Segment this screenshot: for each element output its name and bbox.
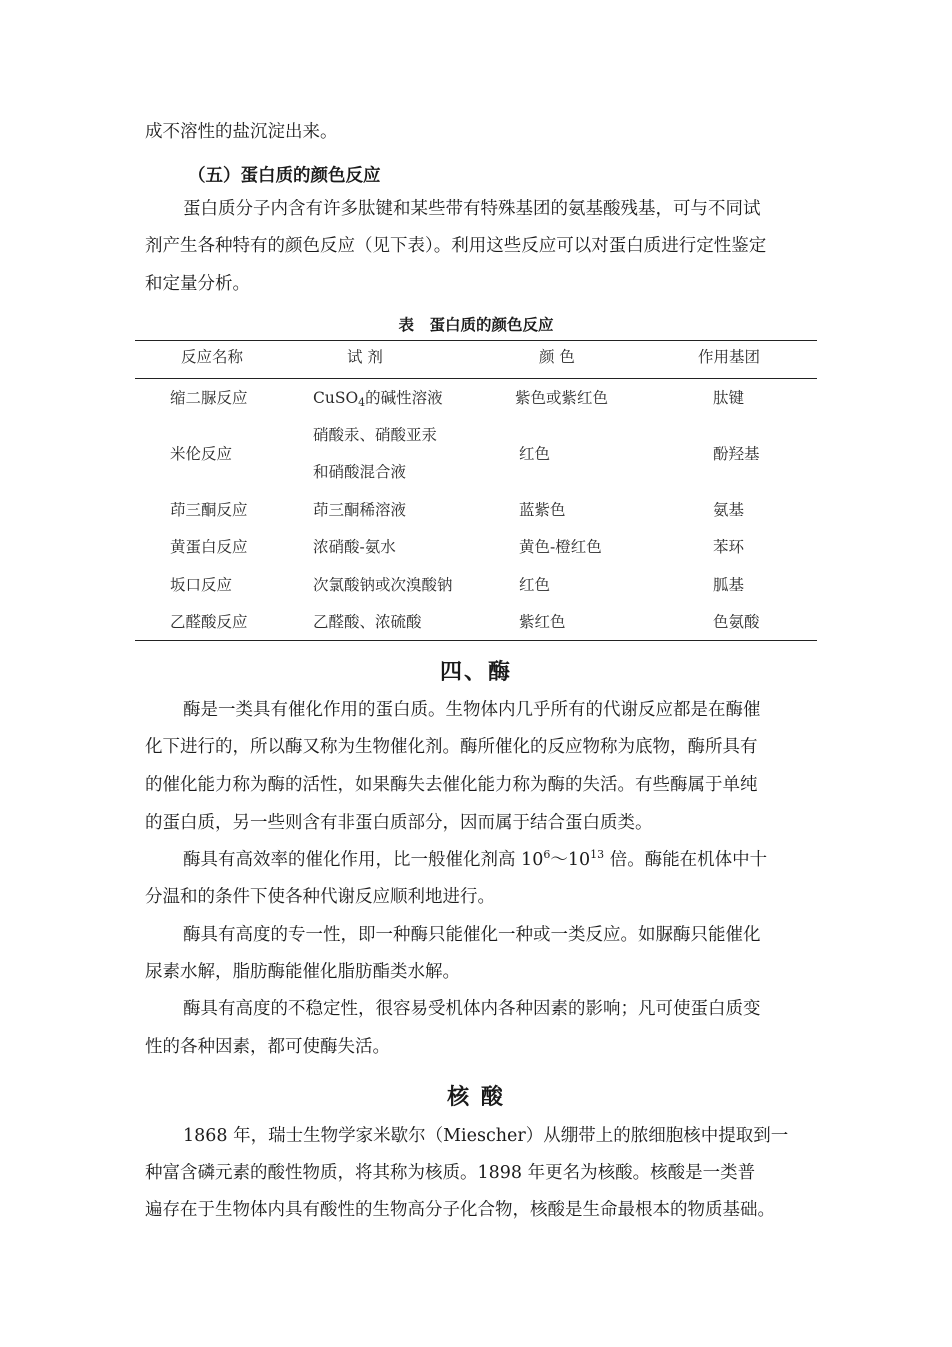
table-cell-color: 黄色-橙红色 (519, 538, 602, 556)
table-cell-color: 紫色或紫红色 (515, 389, 609, 407)
table-cell-reagent: 硝酸汞、硝酸亚汞 (313, 426, 438, 444)
table-cell-color: 红色 (519, 576, 551, 594)
table-cell-name: 茚三酮反应 (170, 501, 248, 519)
table-header-cell: 作用基团 (698, 348, 761, 366)
table-cell-color: 紫红色 (519, 613, 566, 631)
body-text-line: 成不溶性的盐沉淀出来。 (145, 122, 338, 142)
table-cell-reagent: 茚三酮稀溶液 (313, 501, 407, 519)
table-cell-color: 红色 (519, 445, 551, 463)
table-cell-name: 米伦反应 (170, 445, 233, 463)
table-caption: 表 蛋白质的颜色反应 (398, 315, 554, 334)
table-bottom-rule (135, 640, 817, 641)
reagent-text: 的碱性溶液 (365, 389, 443, 407)
table-cell-group: 苯环 (713, 538, 745, 556)
body-text-line: 酶具有高度的不稳定性，很容易受机体内各种因素的影响；凡可使蛋白质变 (183, 999, 761, 1019)
table-cell-group: 酚羟基 (713, 445, 760, 463)
table-cell-name: 乙醛酸反应 (170, 613, 248, 631)
table-cell-color: 蓝紫色 (519, 501, 566, 519)
table-cell-group: 色氨酸 (713, 613, 760, 631)
superscript: 13 (590, 848, 605, 861)
table-cell-group: 氨基 (713, 501, 745, 519)
text-span: 倍。酶能在机体中十 (604, 850, 768, 870)
body-text-line: 1868 年，瑞士生物学家米歇尔（Miescher）从绷带上的脓细胞核中提取到一 (183, 1126, 789, 1146)
body-text-line: 的催化能力称为酶的活性，如果酶失去催化能力称为酶的失活。有些酶属于单纯 (145, 775, 758, 795)
superscript: 6 (543, 848, 551, 861)
table-cell-reagent: 乙醛酸、浓硫酸 (313, 613, 422, 631)
body-text-line: 性的各种因素，都可使酶失活。 (145, 1037, 390, 1057)
body-text-line: 遍存在于生物体内具有酸性的生物高分子化合物，核酸是生命最根本的物质基础。 (145, 1200, 775, 1220)
section-title-enzyme: 四、酶 (439, 659, 512, 685)
table-header-rule (135, 378, 817, 379)
table-cell-group: 肽键 (713, 389, 745, 407)
table-header-cell: 试 剂 (347, 348, 383, 366)
reagent-formula: CuSO (313, 389, 359, 407)
body-text-line: 的蛋白质，另一些则含有非蛋白质部分，因而属于结合蛋白质类。 (145, 813, 653, 833)
table-header-cell: 颜 色 (539, 348, 575, 366)
reagent-subscript: 4 (358, 396, 366, 409)
table-cell-name: 缩二脲反应 (170, 389, 248, 407)
body-text-line: 分温和的条件下使各种代谢反应顺利地进行。 (145, 887, 495, 907)
table-cell-group: 胍基 (713, 576, 745, 594)
table-cell-reagent: 浓硝酸-氨水 (313, 538, 396, 556)
body-text-line: 剂产生各种特有的颜色反应（见下表）。利用这些反应可以对蛋白质进行定性鉴定 (145, 236, 767, 256)
body-text-line: 化下进行的，所以酶又称为生物催化剂。酶所催化的反应物称为底物，酶所具有 (145, 737, 758, 757)
text-span: ～10 (550, 850, 591, 870)
table-cell-name: 黄蛋白反应 (170, 538, 248, 556)
table-cell-name: 坂口反应 (170, 576, 233, 594)
body-text-line: 种富含磷元素的酸性物质，将其称为核质。1898 年更名为核酸。核酸是一类普 (145, 1163, 756, 1183)
section-title-nucleic-acid: 核 酸 (447, 1084, 505, 1110)
table-cell-reagent: 和硝酸混合液 (313, 463, 407, 481)
body-text-line: 酶具有高度的专一性，即一种酶只能催化一种或一类反应。如脲酶只能催化 (183, 925, 761, 945)
body-text-line (183, 848, 768, 870)
body-text-line: 尿素水解，脂肪酶能催化脂肪酯类水解。 (145, 962, 460, 982)
body-text-line: 和定量分析。 (145, 274, 250, 294)
table-top-rule (135, 340, 817, 341)
table-header-cell: 反应名称 (181, 348, 244, 366)
table-cell-reagent: 次氯酸钠或次溴酸钠 (313, 576, 453, 594)
subsection-heading: （五）蛋白质的颜色反应 (188, 166, 381, 186)
body-text-line: 酶是一类具有催化作用的蛋白质。生物体内几乎所有的代谢反应都是在酶催 (183, 700, 761, 720)
table-cell-reagent (313, 391, 443, 407)
text-span: 酶具有高效率的催化作用，比一般催化剂高 10 (183, 850, 544, 870)
body-text-line: 蛋白质分子内含有许多肽键和某些带有特殊基团的氨基酸残基，可与不同试 (183, 199, 761, 219)
